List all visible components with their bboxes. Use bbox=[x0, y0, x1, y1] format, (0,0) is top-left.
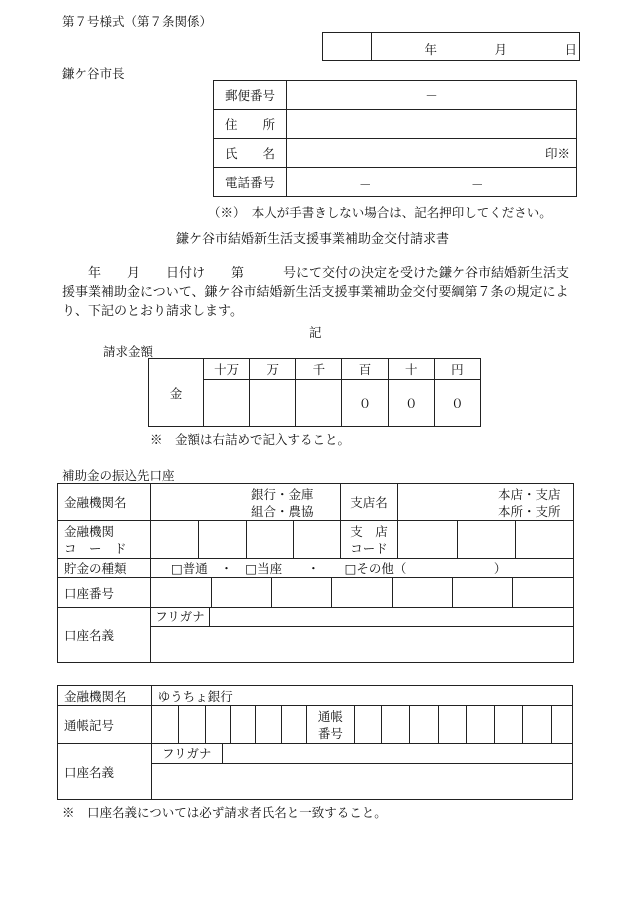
passbook-number-digit[interactable] bbox=[466, 706, 494, 744]
passbook-number-digit[interactable] bbox=[382, 706, 410, 744]
furigana-label: フリガナ bbox=[151, 608, 210, 626]
account2-table bbox=[57, 685, 573, 800]
postal-label: 郵便番号 bbox=[214, 81, 287, 110]
amount-table bbox=[148, 358, 481, 427]
branch-code-label-2: コード bbox=[350, 540, 388, 556]
yucho-holder-label: 口座名義 bbox=[58, 744, 152, 800]
account-number-digit[interactable] bbox=[332, 578, 392, 607]
passbook-symbol-digit[interactable] bbox=[281, 706, 306, 744]
amount-digit-cell[interactable]: ０ bbox=[388, 380, 434, 427]
date-day-label: 日 bbox=[564, 41, 578, 57]
branch-types-line-2: 本所・支所 bbox=[498, 504, 561, 519]
unit-label: 十万 bbox=[204, 359, 250, 380]
branch-code-digit[interactable] bbox=[398, 521, 458, 559]
unit-label: 万 bbox=[250, 359, 296, 380]
postal-field[interactable] bbox=[287, 81, 577, 110]
passbook-symbol-digit[interactable] bbox=[206, 706, 231, 744]
account-number-digit[interactable] bbox=[151, 578, 211, 607]
inst-code-label-1: 金融機関 bbox=[64, 523, 115, 539]
yucho-inst-name-label: 金融機関名 bbox=[58, 686, 152, 706]
branch-name-field[interactable] bbox=[398, 484, 574, 521]
amount-digit-cell[interactable] bbox=[296, 380, 342, 427]
seal-mark: 印※ bbox=[544, 146, 570, 161]
account-number-label: 口座番号 bbox=[58, 578, 151, 608]
inst-code-digit[interactable] bbox=[151, 521, 199, 559]
passbook-number-label bbox=[306, 706, 354, 744]
passbook-number-digit[interactable] bbox=[551, 706, 573, 744]
account-number-digit[interactable] bbox=[272, 578, 332, 607]
account-number-digit[interactable] bbox=[452, 578, 512, 607]
account-number-field[interactable] bbox=[151, 578, 574, 608]
unit-label: 百 bbox=[342, 359, 388, 380]
account-number-digit[interactable] bbox=[392, 578, 452, 607]
account1-table bbox=[57, 483, 574, 663]
inst-name-field[interactable] bbox=[151, 484, 341, 521]
inst-code-label bbox=[58, 521, 151, 559]
phone-field[interactable] bbox=[287, 168, 577, 197]
branch-code-label bbox=[341, 521, 398, 559]
date-month-label: 月 bbox=[494, 41, 508, 57]
amount-digit-cell[interactable] bbox=[250, 380, 296, 427]
amount-note: ※ 金額は右詰めで記入すること。 bbox=[150, 432, 351, 447]
passbook-number-label-1: 通帳 bbox=[317, 708, 343, 724]
inst-name-label: 金融機関名 bbox=[58, 484, 151, 521]
account-section-label: 補助金の振込先口座 bbox=[62, 468, 175, 483]
inst-types-line-1: 銀行・金庫 bbox=[251, 487, 314, 502]
ki-heading: 記 bbox=[309, 325, 322, 340]
amount-digit-cell[interactable]: ０ bbox=[342, 380, 388, 427]
passbook-symbol-label: 通帳記号 bbox=[58, 706, 152, 744]
branch-code-digit[interactable] bbox=[516, 521, 574, 559]
passbook-symbol-digit[interactable] bbox=[256, 706, 281, 744]
passbook-number-digit[interactable] bbox=[495, 706, 523, 744]
date-cell[interactable] bbox=[372, 33, 580, 61]
addressee: 鎌ケ谷市長 bbox=[62, 66, 125, 81]
deposit-type-checkboxes[interactable]: □普通 ・ □当座 ・ □その他（ ） bbox=[171, 561, 507, 576]
amount-digit-cell[interactable]: ０ bbox=[434, 380, 480, 427]
date-box bbox=[322, 32, 580, 61]
account-number-digit[interactable] bbox=[211, 578, 271, 607]
deposit-type-label: 貯金の種類 bbox=[58, 559, 151, 578]
inst-code-label-2: コ ー ド bbox=[64, 540, 127, 556]
yucho-inst-name-value: ゆうちょ銀行 bbox=[151, 686, 572, 706]
postal-separator: － bbox=[425, 88, 438, 103]
branch-types-line-1: 本店・支店 bbox=[498, 487, 561, 502]
unit-label: 円 bbox=[434, 359, 480, 380]
inst-code-digit[interactable] bbox=[294, 521, 341, 559]
account-holder-field[interactable] bbox=[151, 627, 574, 663]
form-number: 第７号様式（第７条関係） bbox=[62, 14, 213, 29]
inst-code-digit[interactable] bbox=[199, 521, 247, 559]
name-label: 氏 名 bbox=[214, 139, 287, 168]
passbook-number-digit[interactable] bbox=[438, 706, 466, 744]
branch-name-label: 支店名 bbox=[341, 484, 398, 521]
deposit-type-options[interactable] bbox=[151, 559, 574, 578]
kin-label: 金 bbox=[149, 359, 204, 427]
account-holder-label: 口座名義 bbox=[58, 608, 151, 663]
amount-digit-cell[interactable] bbox=[204, 380, 250, 427]
phone-separator-1: － bbox=[359, 177, 372, 192]
yucho-furigana-row bbox=[151, 744, 572, 764]
yucho-furigana-label: フリガナ bbox=[152, 744, 223, 763]
passbook-symbol-digit[interactable] bbox=[178, 706, 205, 744]
yucho-holder-field[interactable] bbox=[151, 764, 572, 800]
passbook-number-label-2: 番号 bbox=[317, 725, 343, 741]
date-blank-cell[interactable] bbox=[323, 33, 372, 61]
footer-note: ※ 口座名義については必ず請求者氏名と一致すること。 bbox=[62, 805, 387, 820]
inst-code-digit[interactable] bbox=[247, 521, 294, 559]
name-field[interactable] bbox=[287, 139, 577, 168]
address-field[interactable] bbox=[287, 110, 577, 139]
amount-label: 請求金額 bbox=[103, 344, 154, 359]
branch-code-label-1: 支 店 bbox=[350, 523, 388, 539]
phone-separator-2: － bbox=[471, 177, 484, 192]
date-year-label: 年 bbox=[424, 41, 438, 57]
passbook-symbol-digit[interactable] bbox=[231, 706, 256, 744]
unit-label: 千 bbox=[296, 359, 342, 380]
unit-label: 十 bbox=[388, 359, 434, 380]
passbook-number-digit[interactable] bbox=[523, 706, 551, 744]
passbook-number-digit[interactable] bbox=[355, 706, 382, 744]
document-title: 鎌ケ谷市結婚新生活支援事業補助金交付請求書 bbox=[176, 232, 450, 247]
inst-types-line-2: 組合・農協 bbox=[251, 504, 314, 519]
applicant-table bbox=[213, 80, 577, 197]
account-number-digit[interactable] bbox=[513, 578, 573, 607]
passbook-number-digit[interactable] bbox=[410, 706, 438, 744]
branch-code-digit[interactable] bbox=[458, 521, 516, 559]
address-label: 住 所 bbox=[214, 110, 287, 139]
furigana-row bbox=[151, 608, 574, 627]
body-paragraph: 年 月 日付け 第 号にて交付の決定を受けた鎌ケ谷市結婚新生活支援事業補助金について、鎌ケ谷市結婚新生活支援事業補助金交付要綱第７条の規定により、下記のとおり請求します。 bbox=[62, 266, 570, 319]
handwriting-note: （※） 本人が手書きしない場合は、記名押印してください。 bbox=[208, 205, 552, 220]
phone-label: 電話番号 bbox=[214, 168, 287, 197]
passbook-symbol-digit[interactable] bbox=[151, 706, 178, 744]
